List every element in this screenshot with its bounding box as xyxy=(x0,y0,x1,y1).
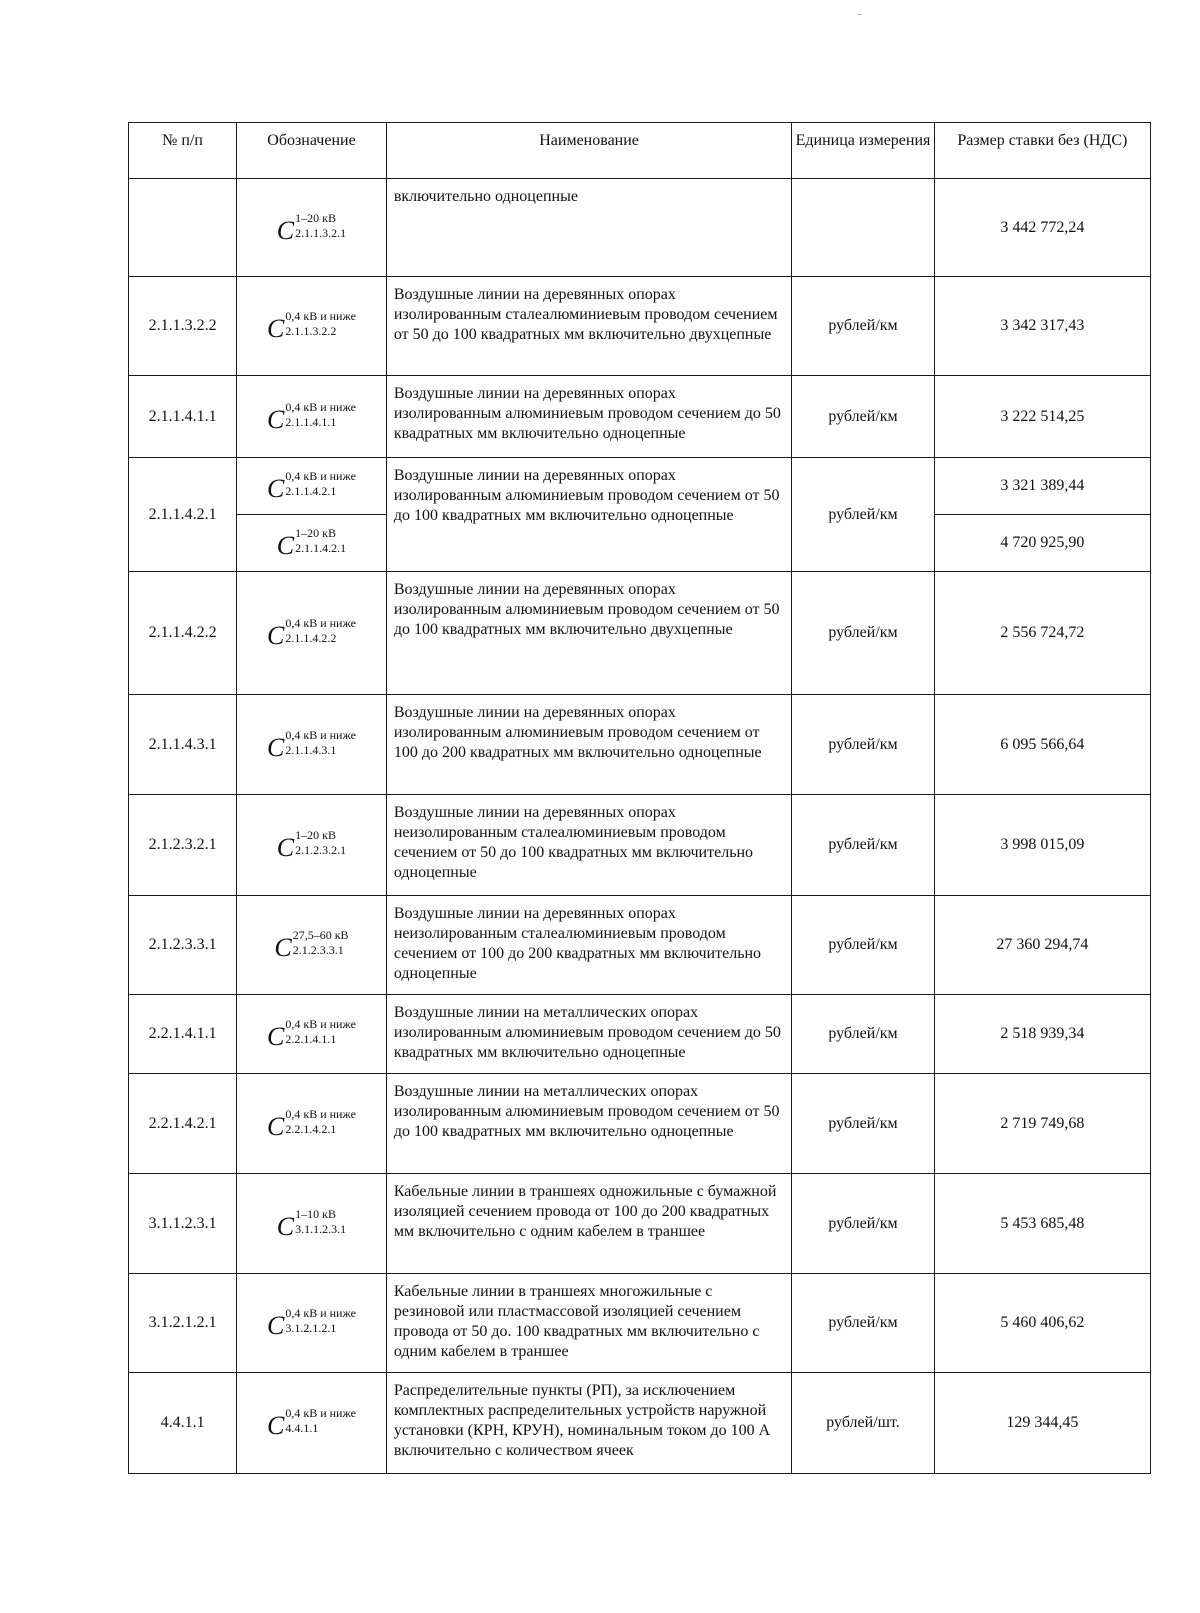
row-name-text: Воздушные линии на металлических опорах изолированным алюминиевым проводом сечением до 50 квадратных мм включительно одноцепные xyxy=(393,1004,781,1061)
row-code xyxy=(237,458,387,515)
row-name xyxy=(386,1274,791,1373)
symbol-index: 2.1.2.3.3.1 xyxy=(292,943,344,957)
symbol-voltage: 1–20 кВ xyxy=(295,210,336,225)
row-number: 2.2.1.4.2.1 xyxy=(129,1074,237,1174)
rate-symbol xyxy=(267,1108,356,1140)
row-name xyxy=(386,572,791,695)
symbol-index: 2.1.1.4.2.1 xyxy=(295,541,347,555)
row-unit: рублей/км xyxy=(792,1074,934,1174)
row-rate: 5 453 685,48 xyxy=(934,1174,1150,1274)
row-rate: 3 998 015,09 xyxy=(934,795,1150,896)
row-unit: рублей/км xyxy=(792,1274,934,1373)
symbol-index: 2.1.2.3.2.1 xyxy=(295,843,347,857)
row-rate: 4 720 925,90 xyxy=(934,515,1150,572)
row-name-text: Воздушные линии на деревянных опорах изолированным алюминиевым проводом сечением от 100 до 200 квадратных мм включительно одноцепные xyxy=(393,704,762,761)
symbol-letter: C xyxy=(276,215,295,245)
row-number: 2.1.1.4.3.1 xyxy=(129,695,237,795)
symbol-index: 3.1.1.2.3.1 xyxy=(295,1221,347,1236)
row-rate: 6 095 566,64 xyxy=(934,695,1150,795)
symbol-voltage: 0,4 кВ и ниже xyxy=(285,469,356,483)
symbol-voltage: 0,4 кВ и ниже xyxy=(285,1406,356,1420)
symbol-voltage: 1–20 кВ xyxy=(295,828,336,842)
row-unit: рублей/шт. xyxy=(792,1373,934,1474)
tariff-table xyxy=(128,122,1151,1474)
row-name xyxy=(386,179,791,277)
rate-symbol xyxy=(267,617,356,649)
table-row xyxy=(129,277,1151,376)
symbol-index: 2.1.1.3.2.2 xyxy=(285,324,337,338)
symbol-letter: C xyxy=(267,404,285,434)
row-unit xyxy=(792,179,934,277)
symbol-voltage: 0,4 кВ и ниже xyxy=(285,399,356,414)
symbol-voltage: 1–20 кВ xyxy=(295,526,336,540)
row-name-text: включительно одноцепные xyxy=(393,188,578,205)
table-row xyxy=(129,376,1151,458)
row-number: 2.1.2.3.2.1 xyxy=(129,795,237,896)
row-name xyxy=(386,1174,791,1274)
row-unit: рублей/км xyxy=(792,695,934,795)
rate-symbol xyxy=(267,1307,356,1339)
row-number: 2.1.1.4.2.2 xyxy=(129,572,237,695)
row-unit: рублей/км xyxy=(792,896,934,995)
symbol-voltage: 0,4 кВ и ниже xyxy=(285,616,356,630)
row-code xyxy=(237,1174,387,1274)
row-name-text: Воздушные линии на деревянных опорах изолированным сталеалюминиевым проводом сечением от 50 до 100 квадратных мм включительно двухцепные xyxy=(393,286,778,343)
row-code xyxy=(237,277,387,376)
row-number: 2.1.1.4.2.1 xyxy=(129,458,237,572)
row-name-text: Воздушные линии на металлических опорах изолированным алюминиевым проводом сечением от 50 до 100 квадратных мм включительно одноцепные xyxy=(393,1083,780,1140)
rate-symbol xyxy=(277,527,346,559)
row-rate: 27 360 294,74 xyxy=(934,896,1150,995)
row-name xyxy=(386,1373,791,1474)
rate-symbol xyxy=(277,829,346,861)
symbol-index: 3.1.2.1.2.1 xyxy=(285,1321,337,1335)
header-row xyxy=(129,123,1151,179)
header-code: Обозначение xyxy=(237,123,387,179)
row-code xyxy=(237,179,387,277)
row-name xyxy=(386,896,791,995)
symbol-letter: C xyxy=(267,314,285,343)
row-rate: 2 556 724,72 xyxy=(934,572,1150,695)
table-row xyxy=(129,1274,1151,1373)
rate-symbol xyxy=(267,729,356,761)
row-name-text: Воздушные линии на деревянных опорах изолированным алюминиевым проводом сечением от 50 до 100 квадратных мм включительно одноцепные xyxy=(393,467,780,524)
symbol-index: 2.1.1.4.3.1 xyxy=(285,742,337,757)
row-name xyxy=(386,995,791,1074)
rate-symbol xyxy=(267,310,356,342)
header-name: Наименование xyxy=(386,123,791,179)
row-name-text: Кабельные линии в траншеях одножильные с бумажной изоляцией сечением провода от 100 до 200 квадратных мм включительно с одним кабелем в траншее xyxy=(393,1183,777,1240)
row-name-text: Воздушные линии на деревянных опорах неизолированным сталеалюминиевым проводом сечением от 50 до 100 квадратных мм включительно одноцепные xyxy=(393,804,754,881)
symbol-index: 2.1.1.4.2.2 xyxy=(285,631,337,645)
row-number: 2.2.1.4.1.1 xyxy=(129,995,237,1074)
table-row xyxy=(129,896,1151,995)
symbol-voltage: 27,5–60 кВ xyxy=(292,928,349,942)
row-rate: 3 342 317,43 xyxy=(934,277,1150,376)
row-rate: 3 442 772,24 xyxy=(934,179,1150,277)
row-code xyxy=(237,695,387,795)
row-name xyxy=(386,458,791,572)
row-rate: 2 518 939,34 xyxy=(934,995,1150,1074)
rate-symbol xyxy=(267,401,356,433)
table-row xyxy=(129,995,1151,1074)
row-unit: рублей/км xyxy=(792,995,934,1074)
symbol-index: 2.2.1.4.1.1 xyxy=(285,1032,337,1046)
table-row xyxy=(129,695,1151,795)
rate-symbol xyxy=(277,212,346,244)
symbol-voltage: 0,4 кВ и ниже xyxy=(285,309,356,323)
row-name xyxy=(386,376,791,458)
row-number: 2.1.1.3.2.2 xyxy=(129,277,237,376)
table-row xyxy=(129,795,1151,896)
row-name xyxy=(386,1074,791,1174)
row-number: 3.1.1.2.3.1 xyxy=(129,1174,237,1274)
row-code xyxy=(237,795,387,896)
row-name xyxy=(386,277,791,376)
row-rate: 2 719 749,68 xyxy=(934,1074,1150,1174)
row-code xyxy=(237,515,387,572)
table-row xyxy=(129,458,1151,515)
symbol-letter: C xyxy=(267,1111,285,1141)
symbol-letter: C xyxy=(267,1311,285,1340)
symbol-letter: C xyxy=(276,833,295,862)
rate-symbol xyxy=(267,1407,356,1439)
row-number: 4.4.1.1 xyxy=(129,1373,237,1474)
row-number xyxy=(129,179,237,277)
rate-symbol xyxy=(277,1208,346,1240)
symbol-voltage: 0,4 кВ и ниже xyxy=(285,727,356,742)
row-code xyxy=(237,1074,387,1174)
row-name-text: Распределительные пункты (РП), за исключением комплектных распределительных устройств наружной установки (КРН, КРУН), номинальным током до 100 А включительно с количеством ячеек xyxy=(393,1382,771,1459)
row-code xyxy=(237,995,387,1074)
row-name-text: Воздушные линии на деревянных опорах изолированным алюминиевым проводом сечением до 50 квадратных мм включительно одноцепные xyxy=(393,385,781,442)
row-rate: 3 321 389,44 xyxy=(934,458,1150,515)
symbol-letter: C xyxy=(274,933,292,962)
row-rate: 5 460 406,62 xyxy=(934,1274,1150,1373)
table-row xyxy=(129,1174,1151,1274)
symbol-index: 2.1.1.4.2.1 xyxy=(285,484,337,498)
row-rate: 129 344,45 xyxy=(934,1373,1150,1474)
symbol-voltage: 0,4 кВ и ниже xyxy=(285,1106,356,1121)
rate-symbol xyxy=(274,929,348,961)
header-rate: Размер ставки без (НДС) xyxy=(934,123,1150,179)
row-unit: рублей/км xyxy=(792,277,934,376)
table-row xyxy=(129,1373,1151,1474)
symbol-voltage: 0,4 кВ и ниже xyxy=(285,1017,356,1031)
symbol-index: 2.1.1.4.1.1 xyxy=(285,414,337,429)
rate-symbol xyxy=(267,470,356,502)
row-unit: рублей/км xyxy=(792,1174,934,1274)
symbol-letter: C xyxy=(267,732,285,762)
table-row xyxy=(129,572,1151,695)
symbol-index: 2.1.1.3.2.1 xyxy=(295,225,347,240)
row-name-text: Кабельные линии в траншеях многожильные с резиновой или пластмассовой изоляцией сечением провода от 50 до. 100 квадратных мм включительно с одним кабелем в траншее xyxy=(393,1283,760,1360)
row-code xyxy=(237,1274,387,1373)
row-rate: 3 222 514,25 xyxy=(934,376,1150,458)
row-code xyxy=(237,1373,387,1474)
row-code xyxy=(237,572,387,695)
row-name xyxy=(386,795,791,896)
row-code xyxy=(237,376,387,458)
symbol-voltage: 1–10 кВ xyxy=(295,1206,336,1221)
row-unit: рублей/км xyxy=(792,572,934,695)
symbol-letter: C xyxy=(267,1411,285,1440)
row-name xyxy=(386,695,791,795)
row-unit: рублей/км xyxy=(792,795,934,896)
symbol-letter: C xyxy=(267,621,285,650)
row-number: 3.1.2.1.2.1 xyxy=(129,1274,237,1373)
row-unit: рублей/км xyxy=(792,376,934,458)
row-number: 2.1.1.4.1.1 xyxy=(129,376,237,458)
symbol-letter: C xyxy=(267,474,285,503)
row-name-text: Воздушные линии на деревянных опорах неизолированным сталеалюминиевым проводом сечением от 100 до 200 квадратных мм включительно одноцепные xyxy=(393,905,762,982)
row-name-text: Воздушные линии на деревянных опорах изолированным алюминиевым проводом сечением от 50 до 100 квадратных мм включительно двухцепные xyxy=(393,581,780,638)
symbol-index: 2.2.1.4.2.1 xyxy=(285,1121,337,1136)
row-unit: рублей/км xyxy=(792,458,934,572)
header-num: № п/п xyxy=(129,123,237,179)
row-number: 2.1.2.3.3.1 xyxy=(129,896,237,995)
symbol-index: 4.4.1.1 xyxy=(285,1421,319,1435)
symbol-letter: C xyxy=(276,531,295,560)
symbol-letter: C xyxy=(276,1211,295,1241)
symbol-voltage: 0,4 кВ и ниже xyxy=(285,1306,356,1320)
symbol-letter: C xyxy=(267,1022,285,1051)
scan-speck xyxy=(858,14,861,15)
table-row xyxy=(129,179,1151,277)
table-row xyxy=(129,1074,1151,1174)
row-code xyxy=(237,896,387,995)
rate-symbol xyxy=(267,1018,356,1050)
header-unit: Единица измерения xyxy=(792,123,934,179)
